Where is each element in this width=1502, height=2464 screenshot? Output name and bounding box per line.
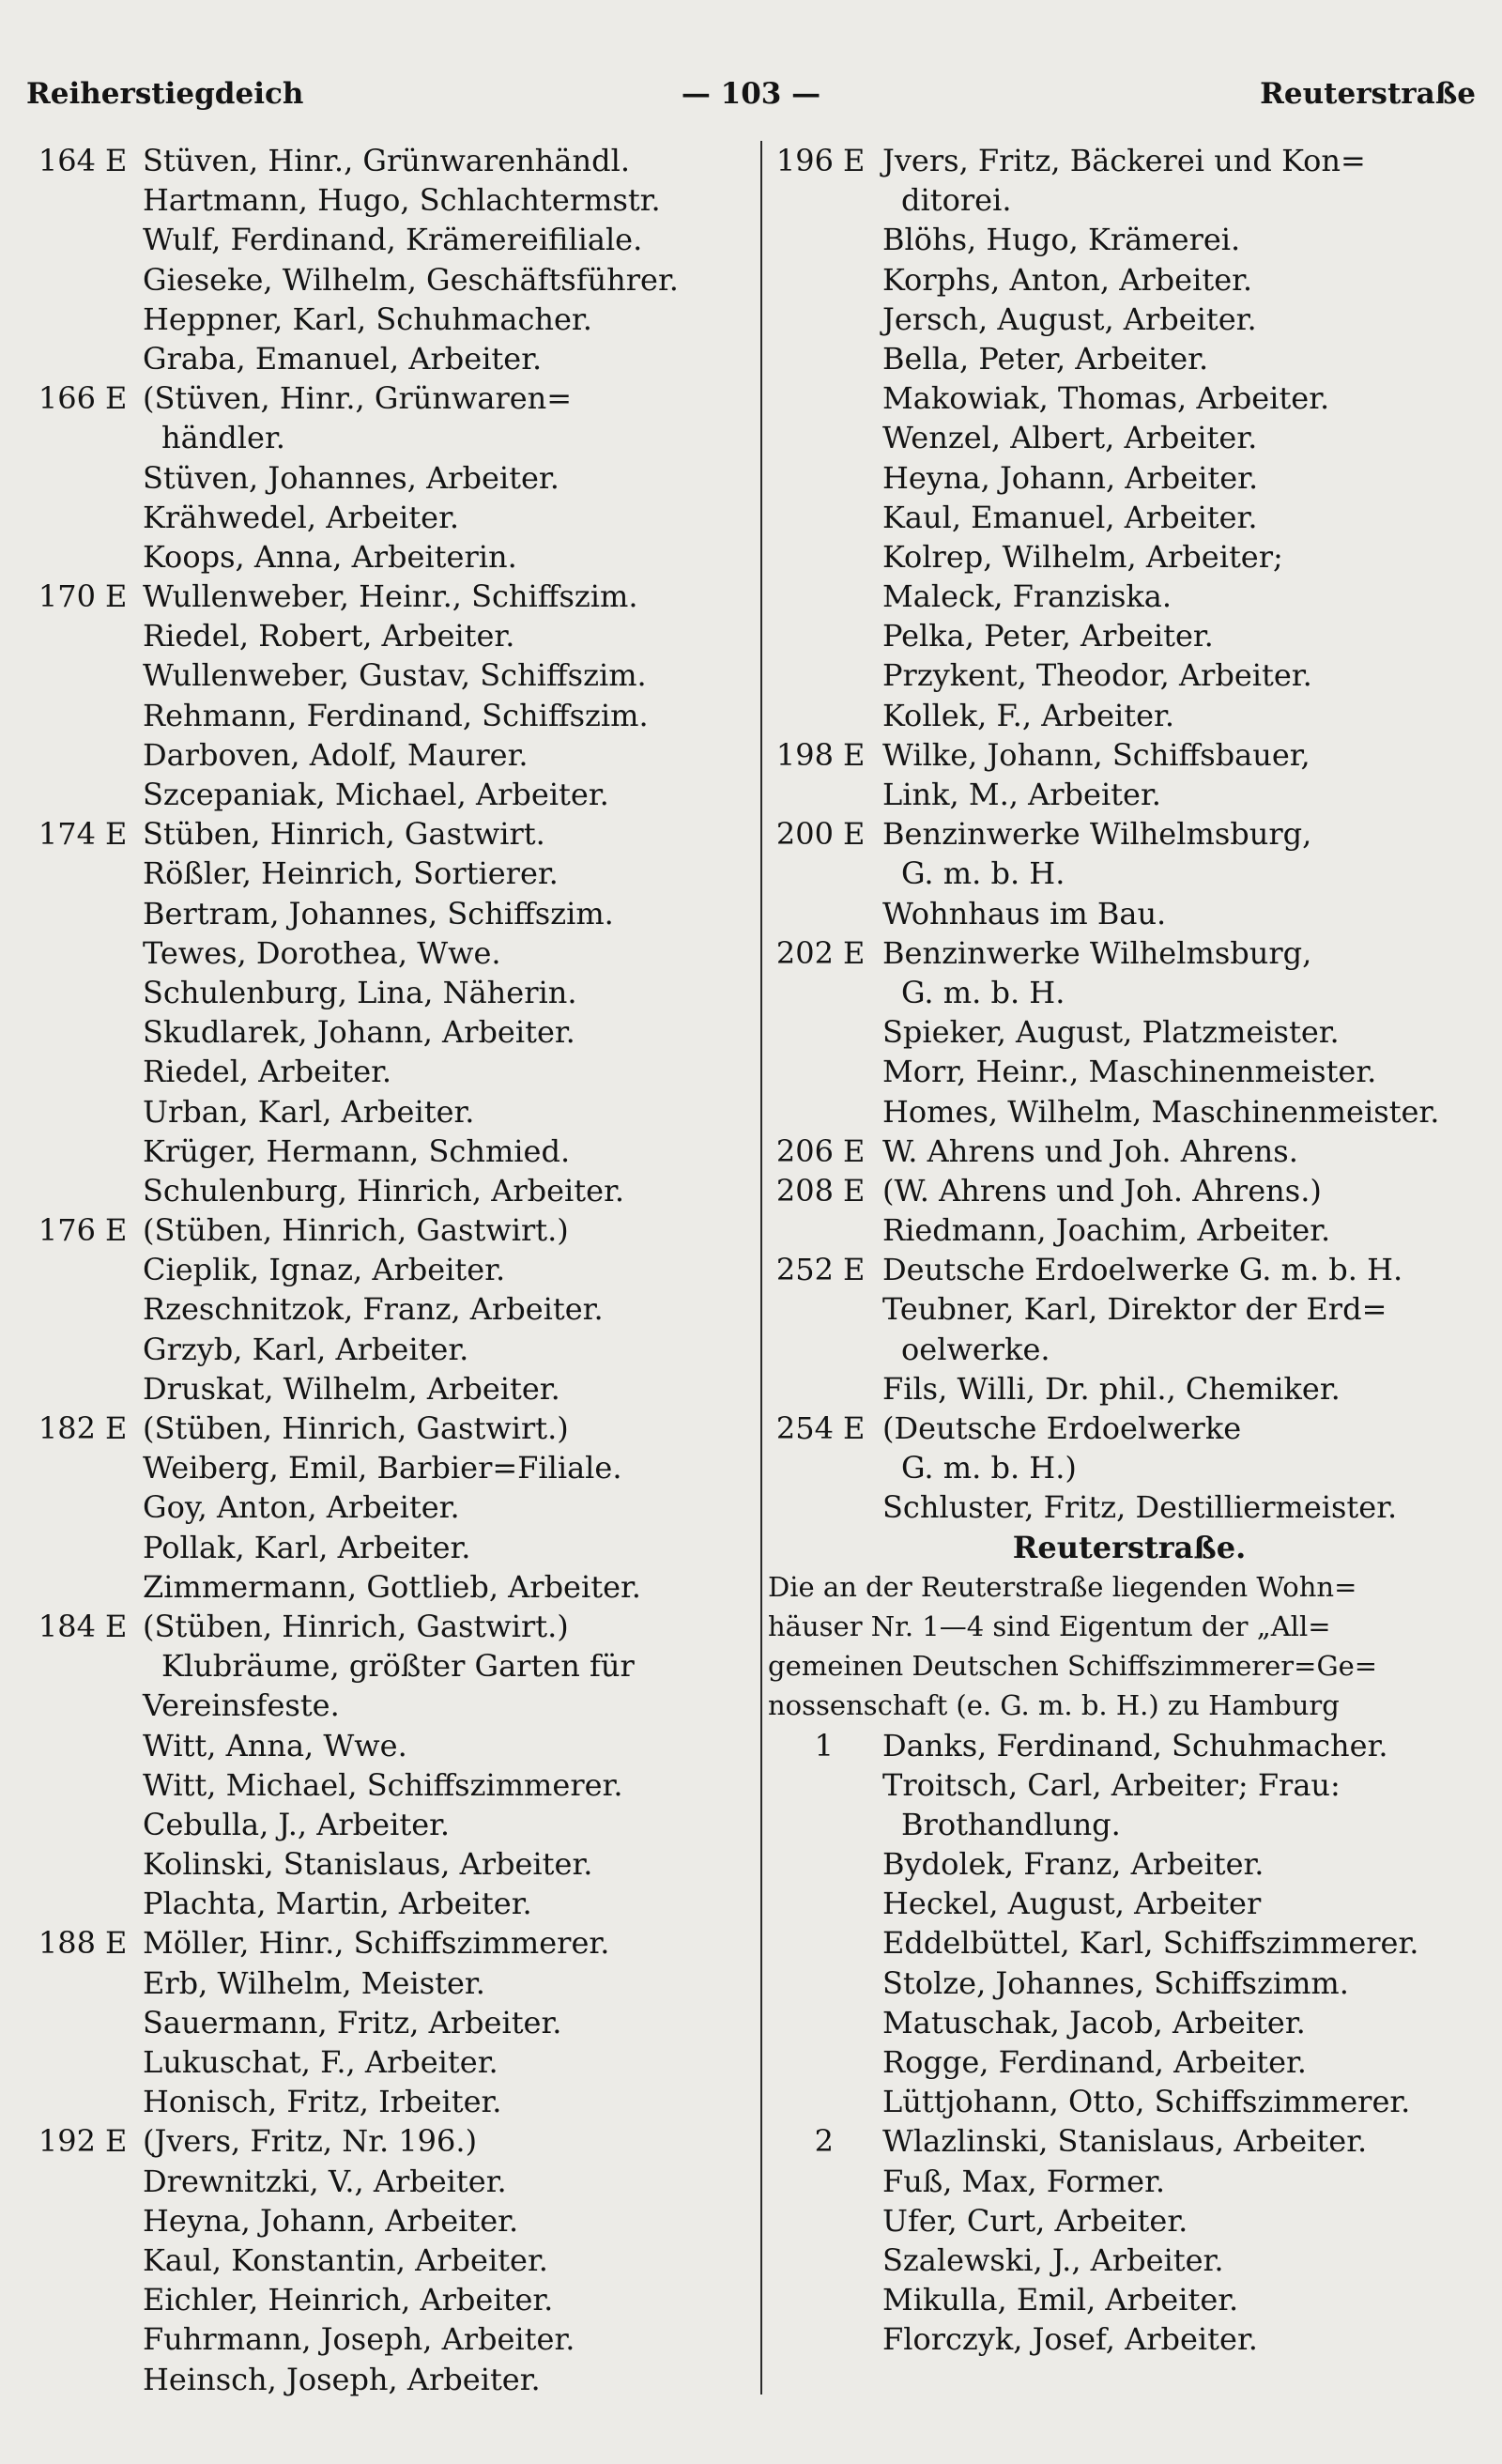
entry-text: Rzeschnitzok, Franz, Arbeiter. bbox=[143, 1291, 604, 1328]
directory-entry bbox=[768, 814, 1491, 854]
entry-text: G. m. b. H.) bbox=[901, 1450, 1077, 1486]
directory-entry bbox=[768, 1805, 1491, 1844]
entry-text: Drewnitzki, V., Arbeiter. bbox=[143, 2163, 507, 2199]
entry-text: Die an der Reuterstraße liegenden Wohn= bbox=[768, 1570, 1357, 1603]
entry-text: Teubner, Karl, Direktor der Erd= bbox=[882, 1291, 1387, 1328]
page-header bbox=[26, 70, 1476, 117]
directory-entry bbox=[19, 2162, 760, 2201]
entry-text: Makowiak, Thomas, Arbeiter. bbox=[882, 380, 1330, 417]
directory-entry bbox=[19, 1171, 760, 1210]
house-number: 170 bbox=[38, 578, 96, 615]
entry-text: Bella, Peter, Arbeiter. bbox=[882, 340, 1209, 377]
directory-entry bbox=[768, 418, 1491, 457]
house-number: 174 bbox=[38, 816, 96, 853]
house-number: 192 bbox=[38, 2123, 96, 2160]
entry-text: (Stüben, Hinrich, Gastwirt.) bbox=[143, 1608, 569, 1644]
entry-text: Witt, Michael, Schiffszimmerer. bbox=[143, 1766, 623, 1803]
owner-marker: E bbox=[105, 816, 128, 853]
owner-marker: E bbox=[843, 1172, 866, 1209]
entry-text: Wullenweber, Gustav, Schiffszim. bbox=[143, 657, 647, 694]
directory-entry bbox=[19, 655, 760, 695]
house-number: 184 bbox=[38, 1608, 96, 1644]
entry-text: Goy, Anton, Arbeiter. bbox=[143, 1489, 460, 1526]
directory-entry bbox=[768, 1250, 1491, 1289]
entry-text: oelwerke. bbox=[901, 1331, 1050, 1367]
directory-entry bbox=[19, 1844, 760, 1884]
directory-entry bbox=[19, 2121, 760, 2161]
directory-entry bbox=[19, 1686, 760, 1725]
house-number: 188 bbox=[38, 1925, 96, 1962]
section-note-line bbox=[768, 1686, 1491, 1725]
directory-entry bbox=[19, 775, 760, 814]
entry-text: Wohnhaus im Bau. bbox=[882, 895, 1167, 932]
entry-text: Rößler, Heinrich, Sortierer. bbox=[143, 855, 559, 892]
directory-entry bbox=[19, 2042, 760, 2082]
directory-entry bbox=[19, 537, 760, 577]
entry-text: (W. Ahrens und Joh. Ahrens.) bbox=[882, 1172, 1322, 1209]
entry-text: Szcepaniak, Michael, Arbeiter. bbox=[143, 777, 609, 812]
house-number: 182 bbox=[38, 1410, 96, 1446]
entry-text: Rogge, Ferdinand, Arbeiter. bbox=[882, 2044, 1307, 2080]
directory-entry bbox=[768, 1210, 1491, 1250]
directory-entry bbox=[19, 854, 760, 893]
entry-text: (Deutsche Erdoelwerke bbox=[882, 1410, 1242, 1446]
directory-entry bbox=[19, 1884, 760, 1923]
entry-text: Gieseke, Wilhelm, Geschäftsführer. bbox=[143, 261, 679, 298]
directory-entry bbox=[768, 933, 1491, 973]
entry-text: Urban, Karl, Arbeiter. bbox=[143, 1093, 475, 1130]
section-heading bbox=[768, 1528, 1491, 1567]
directory-entry bbox=[19, 2360, 760, 2399]
entry-text: Cebulla, J., Arbeiter. bbox=[143, 1806, 451, 1842]
directory-entry bbox=[768, 1884, 1491, 1923]
directory-entry bbox=[19, 1210, 760, 1250]
entry-text: Kolrep, Wilhelm, Arbeiter; bbox=[882, 538, 1283, 575]
entry-text: Florczyk, Josef, Arbeiter. bbox=[882, 2321, 1258, 2358]
entry-text: Tewes, Dorothea, Wwe. bbox=[143, 934, 501, 971]
owner-marker: E bbox=[843, 1410, 866, 1446]
entry-text: Brothandlung. bbox=[901, 1806, 1121, 1842]
entry-text: Graba, Emanuel, Arbeiter. bbox=[143, 340, 543, 377]
entry-text: Vereinsfeste. bbox=[143, 1687, 340, 1724]
directory-entry bbox=[19, 1765, 760, 1805]
entry-text: Sauermann, Fritz, Arbeiter. bbox=[143, 2004, 562, 2040]
entry-text: Matuschak, Jacob, Arbeiter. bbox=[882, 2004, 1306, 2040]
directory-entry bbox=[19, 696, 760, 735]
owner-marker: E bbox=[105, 143, 128, 178]
owner-marker: E bbox=[105, 1925, 128, 1962]
entry-text: Stüben, Hinrich, Gastwirt. bbox=[143, 816, 545, 853]
directory-entry bbox=[768, 1369, 1491, 1409]
entry-text: G. m. b. H. bbox=[901, 974, 1065, 1010]
directory-entry bbox=[768, 2162, 1491, 2201]
section-note-line bbox=[768, 1607, 1491, 1646]
entry-text: Korphs, Anton, Arbeiter. bbox=[882, 261, 1253, 298]
house-number: 176 bbox=[38, 1212, 96, 1249]
entry-text: Stolze, Johannes, Schiffszimm. bbox=[882, 1964, 1349, 2001]
directory-entry bbox=[19, 1964, 760, 2003]
entry-text: Weiberg, Emil, Barbier=Filiale. bbox=[143, 1450, 622, 1486]
entry-text: Darboven, Adolf, Maurer. bbox=[143, 736, 529, 773]
entry-text: Stüven, Johannes, Arbeiter. bbox=[143, 459, 559, 496]
directory-entry bbox=[768, 1171, 1491, 1210]
entry-text: Riedel, Arbeiter. bbox=[143, 1054, 392, 1090]
entry-text: Wenzel, Albert, Arbeiter. bbox=[882, 420, 1258, 456]
entry-text: Fuhrmann, Joseph, Arbeiter. bbox=[143, 2321, 575, 2358]
directory-entry bbox=[768, 458, 1491, 498]
entry-text: Heckel, August, Arbeiter bbox=[882, 1886, 1262, 1922]
entry-text: Wullenweber, Heinr., Schiffszim. bbox=[143, 578, 638, 615]
entry-text: Stüven, Hinr., Grünwarenhändl. bbox=[143, 143, 630, 178]
house-number: 166 bbox=[38, 380, 96, 417]
directory-entry bbox=[19, 616, 760, 655]
directory-entry bbox=[19, 300, 760, 339]
entry-text: Fuß, Max, Former. bbox=[882, 2163, 1166, 2199]
entry-text: Link, M., Arbeiter. bbox=[882, 777, 1161, 812]
directory-entry bbox=[768, 1964, 1491, 2003]
entry-text: Przykent, Theodor, Arbeiter. bbox=[882, 657, 1312, 694]
entry-text: Plachta, Martin, Arbeiter. bbox=[143, 1886, 532, 1922]
owner-marker: E bbox=[105, 578, 128, 615]
house-number: 164 bbox=[38, 143, 96, 178]
owner-marker: E bbox=[105, 2123, 128, 2160]
directory-entry bbox=[19, 1726, 760, 1765]
directory-entry bbox=[768, 1726, 1491, 1765]
section-note-line bbox=[768, 1567, 1491, 1607]
directory-entry bbox=[19, 2003, 760, 2042]
entry-text: Riedmann, Joachim, Arbeiter. bbox=[882, 1212, 1331, 1249]
entry-text: Heyna, Johann, Arbeiter. bbox=[882, 459, 1259, 496]
directory-entry bbox=[19, 2082, 760, 2121]
entry-text: Pollak, Karl, Arbeiter. bbox=[143, 1529, 471, 1565]
directory-entry bbox=[768, 696, 1491, 735]
directory-entry bbox=[768, 339, 1491, 378]
entry-text: Wlazlinski, Stanislaus, Arbeiter. bbox=[882, 2123, 1368, 2160]
entry-text: Jersch, August, Arbeiter. bbox=[882, 300, 1257, 337]
owner-marker: E bbox=[843, 1252, 866, 1288]
directory-entry bbox=[768, 1923, 1491, 1963]
directory-entry bbox=[19, 1092, 760, 1132]
directory-entry bbox=[19, 339, 760, 378]
entry-text: Honisch, Fritz, Irbeiter. bbox=[143, 2084, 502, 2120]
directory-entry bbox=[768, 1448, 1491, 1487]
directory-entry bbox=[19, 180, 760, 220]
entry-text: Heppner, Karl, Schuhmacher. bbox=[143, 300, 592, 337]
entry-text: Schluster, Fritz, Destilliermeister. bbox=[882, 1489, 1398, 1526]
directory-entry bbox=[19, 1250, 760, 1289]
header-street-right: Reuterstraße bbox=[1260, 77, 1476, 111]
directory-entry bbox=[19, 220, 760, 259]
entry-text: Fils, Willi, Dr. phil., Chemiker. bbox=[882, 1370, 1341, 1407]
entry-text: Mikulla, Emil, Arbeiter. bbox=[882, 2282, 1239, 2318]
house-number: 2 bbox=[814, 2123, 834, 2160]
entry-text: W. Ahrens und Joh. Ahrens. bbox=[882, 1132, 1298, 1169]
directory-entry bbox=[768, 1092, 1491, 1132]
directory-entry bbox=[19, 1012, 760, 1052]
owner-marker: E bbox=[843, 816, 866, 853]
house-number: 196 bbox=[775, 143, 834, 178]
entry-text: nossenschaft (e. G. m. b. H.) zu Hamburg bbox=[768, 1689, 1340, 1722]
entry-text: Pelka, Peter, Arbeiter. bbox=[882, 618, 1214, 654]
directory-entry bbox=[19, 1805, 760, 1844]
house-number: 206 bbox=[775, 1132, 834, 1169]
directory-entry bbox=[19, 1132, 760, 1171]
entry-text: Wilke, Johann, Schiffsbauer, bbox=[882, 736, 1310, 773]
directory-entry bbox=[19, 2201, 760, 2241]
directory-entry bbox=[768, 973, 1491, 1012]
directory-entry bbox=[19, 1923, 760, 1963]
directory-entry bbox=[19, 1409, 760, 1448]
owner-marker: E bbox=[843, 143, 866, 178]
page-number: — 103 — bbox=[681, 77, 821, 111]
entry-text: Benzinwerke Wilhelmsburg, bbox=[882, 934, 1312, 971]
directory-entry bbox=[768, 260, 1491, 300]
owner-marker: E bbox=[843, 736, 866, 773]
directory-entry bbox=[19, 814, 760, 854]
entry-text: (Jvers, Fritz, Nr. 196.) bbox=[143, 2123, 478, 2160]
entry-text: Eddelbüttel, Karl, Schiffszimmerer. bbox=[882, 1925, 1419, 1962]
entry-text: Kolinski, Stanislaus, Arbeiter. bbox=[143, 1846, 593, 1883]
entry-text: Heyna, Johann, Arbeiter. bbox=[143, 2202, 519, 2239]
directory-entry bbox=[19, 1052, 760, 1091]
directory-entry bbox=[19, 1567, 760, 1607]
house-number: 200 bbox=[775, 816, 834, 853]
directory-entry bbox=[768, 220, 1491, 259]
entry-text: Riedel, Robert, Arbeiter. bbox=[143, 618, 515, 654]
directory-entry bbox=[768, 1330, 1491, 1369]
directory-entry bbox=[19, 1369, 760, 1409]
entry-text: Troitsch, Carl, Arbeiter; Frau: bbox=[882, 1766, 1341, 1803]
house-number: 252 bbox=[775, 1252, 834, 1288]
entry-text: Klubräume, größter Garten für bbox=[161, 1648, 635, 1685]
directory-entry bbox=[19, 577, 760, 616]
directory-entry bbox=[19, 458, 760, 498]
house-number: 254 bbox=[775, 1410, 834, 1446]
entry-text: Möller, Hinr., Schiffszimmerer. bbox=[143, 1925, 610, 1962]
entry-text: Cieplik, Ignaz, Arbeiter. bbox=[143, 1252, 506, 1288]
directory-entry bbox=[768, 577, 1491, 616]
directory-entry bbox=[768, 1289, 1491, 1329]
directory-entry bbox=[768, 378, 1491, 418]
entry-text: Ufer, Curt, Arbeiter. bbox=[882, 2202, 1188, 2239]
entry-text: Lukuschat, F., Arbeiter. bbox=[143, 2044, 498, 2080]
entry-text: (Stüben, Hinrich, Gastwirt.) bbox=[143, 1410, 569, 1446]
entry-text: Hartmann, Hugo, Schlachtermstr. bbox=[143, 182, 661, 219]
entry-text: Kollek, F., Arbeiter. bbox=[882, 697, 1174, 733]
directory-entry bbox=[19, 498, 760, 537]
directory-entry bbox=[768, 537, 1491, 577]
directory-entry bbox=[768, 1132, 1491, 1171]
owner-marker: E bbox=[105, 380, 128, 417]
entry-text: Bertram, Johannes, Schiffszim. bbox=[143, 895, 614, 932]
owner-marker: E bbox=[105, 1212, 128, 1249]
entry-text: Grzyb, Karl, Arbeiter. bbox=[143, 1331, 469, 1367]
house-number: 208 bbox=[775, 1172, 834, 1209]
owner-marker: E bbox=[105, 1410, 128, 1446]
entry-text: G. m. b. H. bbox=[901, 855, 1065, 892]
section-note-line bbox=[768, 1646, 1491, 1686]
directory-entry bbox=[19, 2280, 760, 2319]
house-number: 1 bbox=[814, 1727, 834, 1763]
entry-text: häuser Nr. 1—4 sind Eigentum der „All= bbox=[768, 1609, 1331, 1642]
directory-entry bbox=[768, 894, 1491, 933]
entry-text: Reuterstraße. bbox=[1012, 1529, 1247, 1565]
directory-entry bbox=[768, 1487, 1491, 1527]
directory-entry bbox=[768, 2082, 1491, 2121]
directory-entry bbox=[19, 260, 760, 300]
entry-text: Jvers, Fritz, Bäckerei und Kon= bbox=[882, 143, 1366, 178]
directory-entry bbox=[768, 141, 1491, 180]
entry-text: (Stüven, Hinr., Grünwaren= bbox=[143, 380, 573, 417]
house-number: 198 bbox=[775, 736, 834, 773]
directory-entry bbox=[768, 1012, 1491, 1052]
entry-text: Kaul, Emanuel, Arbeiter. bbox=[882, 499, 1258, 535]
directory-entry bbox=[768, 1409, 1491, 1448]
owner-marker: E bbox=[843, 934, 866, 971]
entry-text: Erb, Wilhelm, Meister. bbox=[143, 1964, 485, 2001]
directory-entry bbox=[768, 180, 1491, 220]
directory-entry bbox=[768, 616, 1491, 655]
column-divider bbox=[760, 141, 762, 2395]
directory-entry bbox=[768, 2121, 1491, 2161]
entry-text: Koops, Anna, Arbeiterin. bbox=[143, 538, 517, 575]
directory-entry bbox=[768, 2319, 1491, 2359]
entry-text: (Stüben, Hinrich, Gastwirt.) bbox=[143, 1212, 569, 1249]
directory-entry bbox=[768, 2042, 1491, 2082]
entry-text: Zimmermann, Gottlieb, Arbeiter. bbox=[143, 1568, 641, 1605]
entry-text: Spieker, August, Platzmeister. bbox=[882, 1014, 1340, 1051]
entry-text: Wulf, Ferdinand, Krämereifiliale. bbox=[143, 222, 643, 258]
directory-entry bbox=[19, 141, 760, 180]
left-column bbox=[19, 141, 760, 2399]
directory-entry bbox=[768, 854, 1491, 893]
directory-entry bbox=[768, 2280, 1491, 2319]
directory-entry bbox=[768, 1765, 1491, 1805]
directory-entry bbox=[19, 735, 760, 775]
directory-entry bbox=[768, 300, 1491, 339]
entry-text: Rehmann, Ferdinand, Schiffszim. bbox=[143, 697, 649, 733]
entry-text: Maleck, Franziska. bbox=[882, 578, 1172, 615]
entry-text: Szalewski, J., Arbeiter. bbox=[882, 2241, 1224, 2278]
entry-text: Deutsche Erdoelwerke G. m. b. H. bbox=[882, 1252, 1403, 1288]
directory-entry bbox=[768, 498, 1491, 537]
entry-text: Skudlarek, Johann, Arbeiter. bbox=[143, 1014, 575, 1051]
entry-text: gemeinen Deutschen Schiffszimmerer=Ge= bbox=[768, 1650, 1378, 1683]
directory-entry bbox=[19, 2241, 760, 2280]
entry-text: Lüttjohann, Otto, Schiffszimmerer. bbox=[882, 2084, 1411, 2120]
directory-entry bbox=[19, 1289, 760, 1329]
directory-entry bbox=[19, 1448, 760, 1487]
directory-entry bbox=[768, 2003, 1491, 2042]
directory-entry bbox=[19, 1528, 760, 1567]
entry-text: Krähwedel, Arbeiter. bbox=[143, 499, 460, 535]
entry-text: Schulenburg, Lina, Näherin. bbox=[143, 974, 577, 1010]
right-column bbox=[768, 141, 1491, 2360]
entry-text: ditorei. bbox=[901, 182, 1012, 219]
entry-text: Witt, Anna, Wwe. bbox=[143, 1727, 407, 1763]
header-street-left: Reiherstiegdeich bbox=[26, 77, 304, 111]
directory-entry bbox=[19, 1646, 760, 1686]
entry-text: Krüger, Hermann, Schmied. bbox=[143, 1132, 571, 1169]
entry-text: händler. bbox=[161, 420, 285, 456]
owner-marker: E bbox=[843, 1132, 866, 1169]
directory-entry bbox=[768, 1052, 1491, 1091]
directory-entry bbox=[19, 973, 760, 1012]
entry-text: Schulenburg, Hinrich, Arbeiter. bbox=[143, 1172, 625, 1209]
entry-text: Druskat, Wilhelm, Arbeiter. bbox=[143, 1370, 560, 1407]
directory-entry bbox=[19, 378, 760, 418]
entry-text: Homes, Wilhelm, Maschinenmeister. bbox=[882, 1093, 1440, 1130]
house-number: 202 bbox=[775, 934, 834, 971]
directory-entry bbox=[768, 775, 1491, 814]
entry-text: Kaul, Konstantin, Arbeiter. bbox=[143, 2241, 548, 2278]
directory-entry bbox=[19, 1607, 760, 1646]
entry-text: Eichler, Heinrich, Arbeiter. bbox=[143, 2282, 554, 2318]
entry-text: Benzinwerke Wilhelmsburg, bbox=[882, 816, 1312, 853]
entry-text: Danks, Ferdinand, Schuhmacher. bbox=[882, 1727, 1388, 1763]
directory-entry bbox=[768, 735, 1491, 775]
directory-entry bbox=[19, 2319, 760, 2359]
owner-marker: E bbox=[105, 1608, 128, 1644]
directory-entry bbox=[768, 2241, 1491, 2280]
directory-entry bbox=[768, 2201, 1491, 2241]
directory-entry bbox=[19, 933, 760, 973]
entry-text: Bydolek, Franz, Arbeiter. bbox=[882, 1846, 1264, 1883]
directory-entry bbox=[19, 418, 760, 457]
entry-text: Blöhs, Hugo, Krämerei. bbox=[882, 222, 1241, 258]
directory-entry bbox=[19, 1487, 760, 1527]
entry-text: Morr, Heinr., Maschinenmeister. bbox=[882, 1054, 1377, 1090]
directory-entry bbox=[768, 1844, 1491, 1884]
directory-entry bbox=[19, 894, 760, 933]
entry-text: Heinsch, Joseph, Arbeiter. bbox=[143, 2361, 541, 2397]
directory-entry bbox=[19, 1330, 760, 1369]
directory-entry bbox=[768, 655, 1491, 695]
